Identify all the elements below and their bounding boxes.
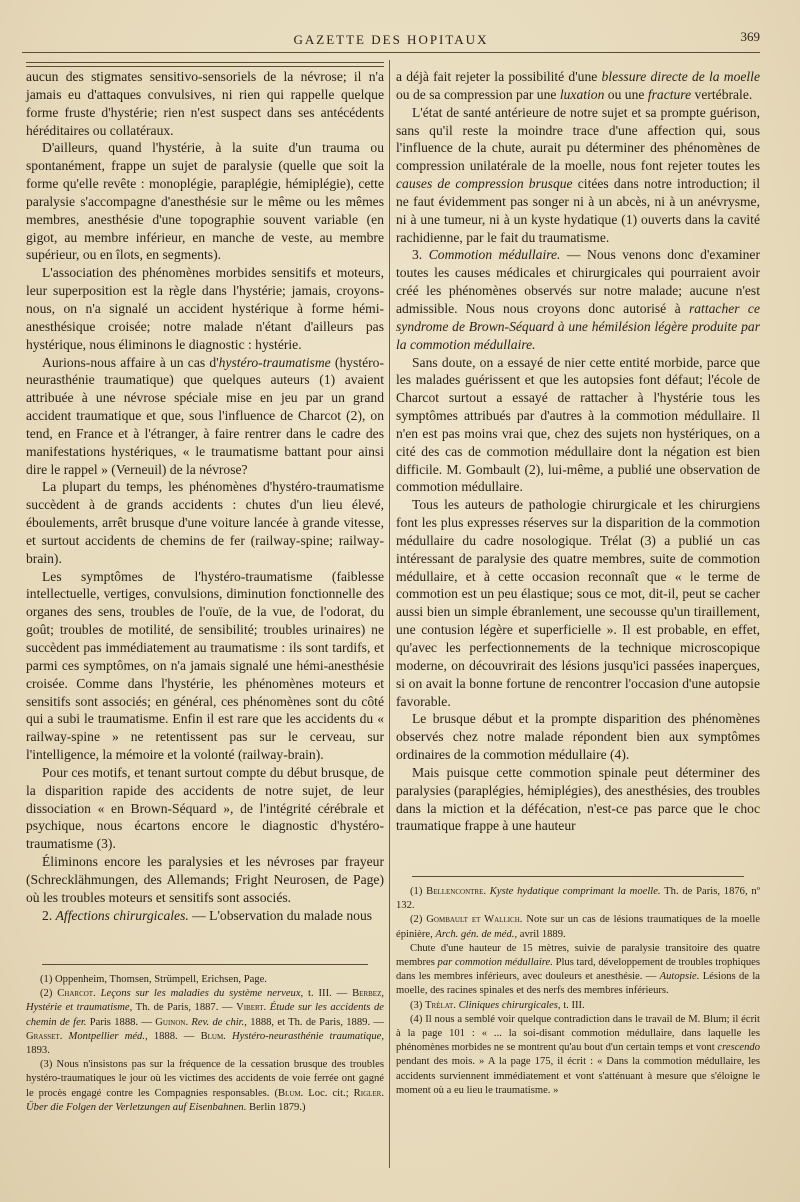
work-title: Kyste hydatique comprimant la moelle. bbox=[486, 886, 661, 897]
text-run: avril 1889. bbox=[517, 928, 566, 940]
page-number: 369 bbox=[740, 29, 760, 44]
paragraph: Éliminons encore les paralysies et les névroses par frayeur (Schrecklähmungen, des Allemands; Fright Neurosen, de Page) où les troubles moteurs et sensitifs sont associés. bbox=[26, 854, 384, 905]
right-footnotes bbox=[396, 885, 760, 1098]
footnote bbox=[26, 987, 384, 1058]
work-title: Rev. de chir., bbox=[188, 1016, 247, 1028]
paragraph: Tous les auteurs de pathologie chirurgicale et les chirurgiens font les plus expresses réserves sur la disparition de la commotion médullaire du cadre nosologique. Trélat (3) a publié un cas intéressant de paralysie des quatre membres, suite de commotion médullaire, et à cette occasion reconnaît que « le terme de commotion est un peu élastique; sous ce mot, dit-il, peut se cacher aussi bien un simple ébranlement, une secousse qu'un tiraillement, une contusion légère et superficielle ». Il est probable, en effet, qu'avec les perfectionnements de la technique microscopique moderne, on découvrirait des lésions jusqu'ici passées inaperçues, si on avait la bonne fortune de rencontrer l'occasion d'une autopsie favorable. bbox=[396, 497, 760, 709]
italic-term: rattacher ce syndrome de Brown-Séquard à une hémilésion légère produite par la commotion médullaire. bbox=[396, 300, 760, 352]
text-run: 1888, et Th. de Paris, 1889. — bbox=[246, 1016, 384, 1028]
page-header bbox=[22, 30, 760, 53]
right-column bbox=[396, 68, 760, 835]
text-run: Berlin 1879.) bbox=[246, 1101, 306, 1113]
text-run: Aurions-nous affaire à un cas d' bbox=[42, 354, 219, 370]
text-run: Th. de Paris, 1887. — bbox=[132, 1002, 237, 1014]
section-title: Commotion médullaire. bbox=[428, 247, 561, 263]
section-title: Affections chirurgicales. bbox=[55, 907, 189, 923]
section-heading-paragraph bbox=[26, 907, 384, 925]
paragraph: L'association des phénomènes morbides sensitifs et moteurs, leur superposition est la règle dans l'hystérie; jamais, croyons-nous, on n'a signalé un accident hystérique à forme hémi-anesthésique croisée; notre malade n'étant d'ailleurs pas hystérique, nous éliminons le diagnostic : hystérie. bbox=[26, 265, 384, 352]
section-rule bbox=[26, 62, 384, 67]
text-run: 1888. — bbox=[147, 1030, 201, 1042]
text-run: pendant des mois. » A la page 175, il écrit : « Dans la commotion médullaire, les accidents surviennent immédiatement et vont s'atténuant à mesure que s'éloigne le moment où a eu lieu le traumatisme. » bbox=[396, 1056, 760, 1096]
text-run: ou une bbox=[604, 86, 648, 102]
author-name: Blum. bbox=[278, 1087, 304, 1099]
footnote-rule bbox=[412, 876, 744, 877]
footnote bbox=[26, 1058, 384, 1115]
text-run: (1) bbox=[410, 886, 427, 897]
italic-term: par commotion médullaire. bbox=[437, 957, 553, 969]
text-run: citées dans notre introduction; il ne faut évidemment pas songer ni à un abcès, ni à un anévrysme, ni à une tumeur, ni à un kyste hydatique (1) ouverts dans la cavité rachidienne, par le fait du traumatisme. bbox=[396, 176, 760, 245]
text-run: vertébrale. bbox=[691, 86, 753, 102]
author-name: Rigler. bbox=[353, 1087, 384, 1099]
text-run: L'état de santé antérieure de notre sujet et sa prompte guérison, sans qu'il reste la moindre trace d'une affection qui, sous l'influence de la chute, aurait pu déterminer des phénomènes de compression unilatérale de la moelle, nous font rejeter toutes les bbox=[396, 104, 760, 174]
footnote bbox=[396, 1013, 760, 1098]
paragraph bbox=[396, 68, 760, 104]
text-run: (4) Il nous a semblé voir quelque contradiction dans le travail de M. Blum; il écrit à la page 101 : « ... la soi-disant commotion médullaire, dans laquelle les phénomènes morbides ne se montrent qu'au bout d'un certain temps et vont bbox=[396, 1013, 760, 1054]
author-name: Charcot. bbox=[57, 988, 96, 1000]
text-run: 1893. bbox=[26, 1045, 50, 1057]
footnote-rule bbox=[42, 964, 368, 965]
paragraph bbox=[396, 104, 760, 247]
paragraph: Mais puisque cette commotion spinale peut déterminer des paralysies (paraplégies, hémiplégies), des anesthésies, des troubles dans la miction et la défécation, n'est-ce pas parce que le choc traumatique frappe à une hauteur bbox=[396, 764, 760, 834]
paragraph: Sans doute, on a essayé de nier cette entité morbide, parce que les malades guérissent et que les autopsies font défaut; l'école de Charcot surtout a essayé de rattacher à l'hystérie tous les symptômes attribués par d'autres à la commotion médullaire. Il n'en est pas moins vrai que, chez des sujets non hystériques, on a cité des cas de commotion médullaire dont la négation est bien difficile. M. Gombault (2), lui-même, a publié une observation de commotion médullaire. bbox=[396, 354, 760, 495]
author-name: Gombault et Wallich. bbox=[426, 914, 523, 926]
author-name: Guinon. bbox=[155, 1016, 189, 1028]
italic-term: hystéro-traumatisme bbox=[218, 354, 331, 370]
text-run: Paris 1888. — bbox=[86, 1016, 156, 1028]
text-run: t. III. bbox=[560, 999, 585, 1011]
paragraph: Les symptômes de l'hystéro-traumatisme (faiblesse intellectuelle, vertiges, convulsions, diminution fonctionnelle des organes des sens, troubles de l'ouïe, de la vue, de l'odorat, du goût; troubles de motilité, de sensibilité; troubles urinaires) ne succèdent pas immédiatement au traumatisme : ils sont tardifs, et parmi ces symptômes, on n'a jamais signalé une hémi-anesthésie croisée. Comme dans l'hystérie, les phénomènes moteurs et sensitifs sont associés; en général, ces phénomènes sont du côté qui a subi le traumatisme. Enfin il est rare que les accidents du « railway-spine » ne retentissent pas sur le cerveau, sur l'intelligence, la mémoire et la volonté (railway-brain). bbox=[26, 568, 384, 763]
author-name: Grasset. bbox=[26, 1030, 63, 1042]
column-divider bbox=[389, 60, 390, 1168]
author-name: Vibert. bbox=[236, 1002, 267, 1014]
journal-title: GAZETTE DES HOPITAUX bbox=[293, 32, 489, 47]
author-name: Berbez, bbox=[352, 988, 384, 1000]
author-name: Blum. bbox=[200, 1030, 226, 1042]
left-footnotes bbox=[26, 973, 384, 1115]
work-title: Hystérie et traumatisme, bbox=[26, 1002, 133, 1014]
text-run: Note sur un cas de lésions traumatiques de la moelle épinière, bbox=[396, 914, 760, 940]
author-name: Trélat. bbox=[425, 999, 456, 1011]
italic-term: causes de compression brusque bbox=[396, 176, 573, 192]
paragraph: Le brusque début et la prompte disparition des phénomènes observés chez notre malade répondent bien aux symptômes ordinaires de la commotion médullaire (4). bbox=[396, 711, 760, 763]
section-number: 2. bbox=[42, 907, 53, 923]
work-title: Über die Folgen der Verletzungen auf Eisenbahnen. bbox=[26, 1101, 247, 1113]
work-title: Hystéro-neurasthénie traumatique, bbox=[225, 1030, 384, 1042]
work-title: Arch. gén. de méd., bbox=[435, 928, 518, 940]
left-column bbox=[26, 68, 384, 925]
footnote: (1) Oppenheim, Thomsen, Strümpell, Erichsen, Page. bbox=[40, 974, 267, 985]
author-name: Bellencontre. bbox=[426, 886, 487, 897]
italic-term: crescendo bbox=[717, 1042, 760, 1054]
text-run: t. III. — bbox=[303, 988, 353, 1000]
footnote bbox=[396, 999, 760, 1013]
text-run: Plus tard, développement de troubles trophiques dans les membres inférieurs, avec douleurs et anesthésie. — bbox=[396, 957, 760, 983]
text-run: (3) Nous n'insistons pas sur la fréquence de la cessation brusque des troubles hystéro-traumatiques le jour où les victimes des accidents de voie ferrée ont gagné le procès engagé contre les Compagnies responsables. ( bbox=[26, 1059, 384, 1099]
paragraph: aucun des stigmates sensitivo-sensoriels de la névrose; il n'a jamais eu d'attaques convulsives, ni rien qui rappelle quelque forme fruste d'hystérie; rien n'est suspect dans ses antécédents héréditaires ou collatéraux. bbox=[26, 69, 384, 138]
italic-term: blessure directe de la moelle bbox=[601, 69, 760, 84]
text-run: (2) bbox=[410, 914, 427, 926]
text-run: — L'observation du malade nous bbox=[188, 907, 373, 923]
section-heading-paragraph bbox=[396, 246, 760, 353]
italic-term: fracture bbox=[647, 86, 692, 102]
paragraph: Pour ces motifs, et tenant surtout compte du début brusque, de la disparition rapide des accidents de notre sujet, de leur dissociation « en Brown-Séquard », de l'intégrité cérébrale et psychique, nous écartons encore le diagnostic d'hystéro-traumatisme (3). bbox=[26, 764, 384, 852]
text-run: Loc. cit.; bbox=[303, 1087, 354, 1099]
paragraph bbox=[26, 354, 384, 479]
text-run: a déjà fait rejeter la possibilité d'une bbox=[396, 69, 602, 84]
work-title: Leçons sur les maladies du système nerveux, bbox=[95, 988, 304, 1000]
text-run: (3) bbox=[410, 999, 426, 1011]
work-title: Cliniques chirurgicales, bbox=[455, 999, 561, 1011]
text-run: ou de sa compression par une bbox=[396, 86, 560, 102]
paragraph: La plupart du temps, les phénomènes d'hystéro-traumatisme succèdent à de grands accidents : chutes d'un lieu élevé, éboulements, arrêt brusque d'une voiture lancée à grande vitesse, et surtout accidents de chemins de fer (railway-spine; railway-brain). bbox=[26, 479, 384, 566]
section-number: 3. bbox=[412, 247, 423, 263]
paragraph: D'ailleurs, quand l'hystérie, à la suite d'un trauma ou spontanément, frappe un sujet de paralysie (quelle que soit la forme qu'elle revête : monoplégie, paraplégie, hémiplégie), cette paralysie s'accompagne d'anesthésie sur le même ou les mêmes membres, anesthésie d'une topographie souvent variable (en gigot, au membre inférieur, en manche de veste, au membre supérieur, ou en îlots, en segments). bbox=[26, 140, 384, 263]
footnote bbox=[396, 942, 760, 999]
work-title: Étude sur les accidents de chemin de fer. bbox=[26, 1002, 384, 1028]
text-run: (2) bbox=[40, 988, 58, 1000]
work-title: Montpellier méd., bbox=[62, 1030, 148, 1042]
footnote bbox=[396, 885, 760, 913]
italic-term: luxation bbox=[559, 86, 605, 102]
footnote bbox=[396, 913, 760, 941]
italic-term: Autopsie. bbox=[659, 971, 700, 983]
text-run: Th. de Paris, 1876, nº 132. bbox=[396, 886, 760, 912]
text-run: Chute d'une hauteur de 15 mètres, suivie de paralysie transitoire des quatre membres bbox=[396, 942, 760, 969]
text-run: Lésions de la moelle, des racines spinales et des nerfs des membres inférieurs. bbox=[396, 971, 760, 997]
text-run: — Nous venons donc d'examiner toutes les causes médicales et chirurgicales qui pourraient avoir créé les phénomènes observés sur notre malade; aucune n'est admissible. Nous nous croyons donc autorisé à bbox=[396, 247, 760, 316]
text-run: (hystéro-neurasthénie traumatique) que quelques auteurs (1) avaient attribuée à une névrose spéciale mise en jeu par un grand accident traumatique et que, sous l'influence de Charcot (2), on tend, en France et à l'étranger, à faire rentrer dans le cadre des manifestations hystériques, « le traumatisme battant pour ainsi dire le rappel » (Verneuil) de la névrose? bbox=[26, 354, 384, 477]
